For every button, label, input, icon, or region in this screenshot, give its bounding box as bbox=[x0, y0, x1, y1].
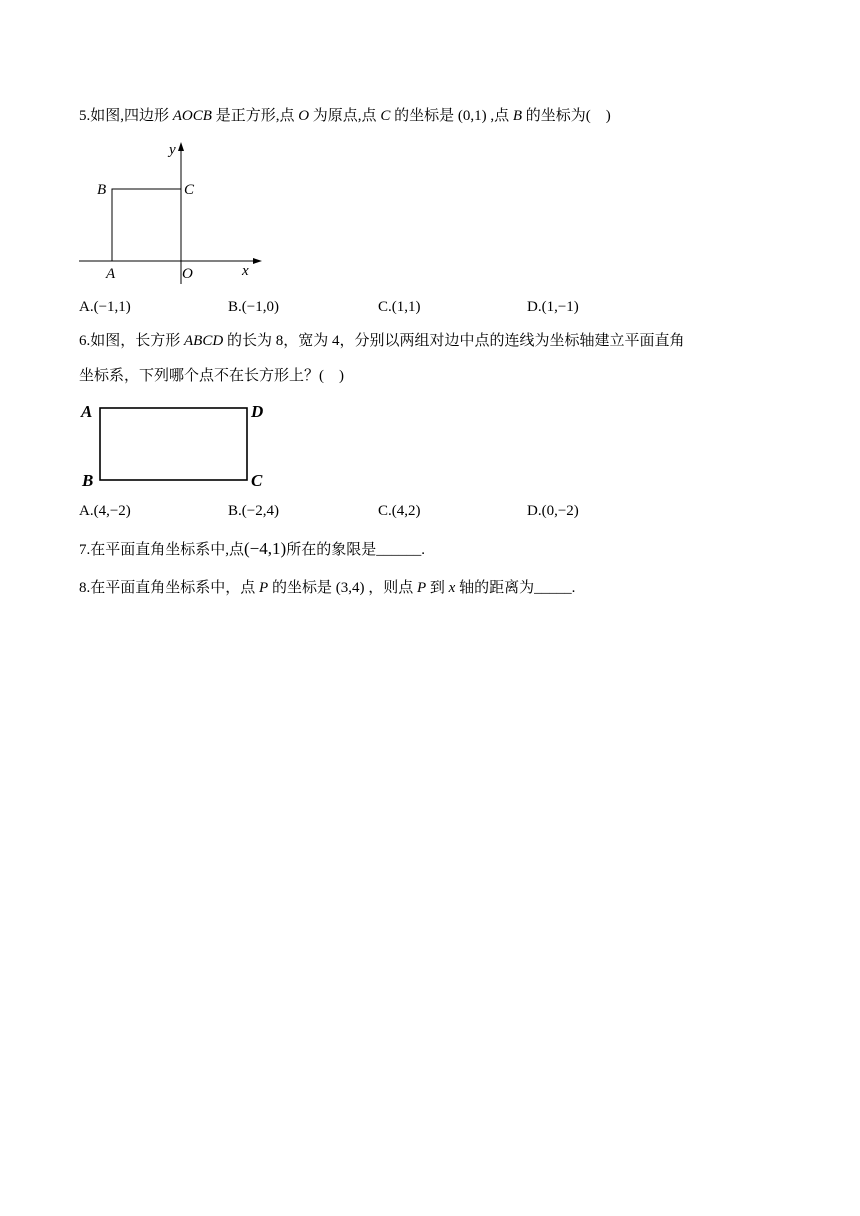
q6-option-d[interactable]: D.(0,−2) bbox=[527, 503, 579, 519]
label-b: B bbox=[97, 182, 107, 198]
q5-option-d[interactable]: D.(1,−1) bbox=[527, 299, 579, 315]
label-o: O bbox=[182, 266, 193, 282]
label-a: A bbox=[106, 266, 116, 282]
rectangle-abcd bbox=[100, 408, 247, 480]
var-p: P bbox=[259, 580, 269, 596]
label-c: C bbox=[251, 471, 263, 490]
x-axis-arrow-icon bbox=[253, 258, 262, 264]
question-7-number: 7. bbox=[79, 542, 91, 558]
question-5-figure bbox=[76, 138, 266, 288]
label-b: B bbox=[82, 471, 94, 490]
var-p2: P bbox=[416, 580, 427, 596]
label-a: A bbox=[81, 402, 93, 421]
question-6-stem-line1: 6.如图，长方形 ABCD 的长为 8，宽为 4，分别以两组对边中点的连线为坐标轴建立平面直角 bbox=[79, 333, 685, 349]
square-aocb bbox=[112, 189, 181, 261]
var-o: O bbox=[298, 108, 310, 124]
q6-option-c[interactable]: C.(4,2) bbox=[378, 503, 421, 519]
point-coord: (−4,1) bbox=[244, 539, 287, 558]
label-y: y bbox=[169, 142, 176, 158]
question-8-number: 8. bbox=[79, 580, 91, 596]
var-abcd: ABCD bbox=[184, 333, 224, 349]
y-axis-arrow-icon bbox=[178, 142, 184, 151]
question-5-stem: 5.如图,四边形 AOCB 是正方形,点 O 为原点,点 C 的坐标是 (0,1) ,点 B 的坐标为( ) bbox=[79, 108, 611, 124]
var-x: x bbox=[448, 580, 456, 596]
q6-option-b[interactable]: B.(−2,4) bbox=[228, 503, 279, 519]
var-b: B bbox=[512, 108, 523, 124]
q6-option-a[interactable]: A.(4,−2) bbox=[79, 503, 131, 519]
label-c: C bbox=[184, 182, 195, 198]
question-5-number: 5. bbox=[79, 108, 91, 124]
label-x: x bbox=[242, 263, 249, 279]
q5-option-b[interactable]: B.(−1,0) bbox=[228, 299, 279, 315]
question-7-stem: 7.在平面直角坐标系中,点(−4,1)所在的象限是______. bbox=[79, 539, 425, 558]
q5-option-c[interactable]: C.(1,1) bbox=[378, 299, 421, 315]
var-aocb: AOCB bbox=[172, 108, 212, 124]
coord-c: (0,1) bbox=[457, 108, 487, 124]
question-6-options bbox=[79, 503, 699, 523]
question-6-number: 6. bbox=[79, 333, 91, 349]
question-6-stem-line2: 坐标系，下列哪个点不在长方形上？( ) bbox=[79, 368, 344, 384]
question-5-options bbox=[79, 299, 699, 319]
question-8-stem: 8.在平面直角坐标系中，点 P 的坐标是 (3,4) ，则点 P 到 x 轴的距离为_____. bbox=[79, 580, 576, 596]
label-d: D bbox=[251, 402, 264, 421]
var-c: C bbox=[380, 108, 391, 124]
q5-option-a[interactable]: A.(−1,1) bbox=[79, 299, 131, 315]
coord-p: (3,4) bbox=[335, 580, 365, 596]
question-6-figure bbox=[78, 398, 278, 494]
